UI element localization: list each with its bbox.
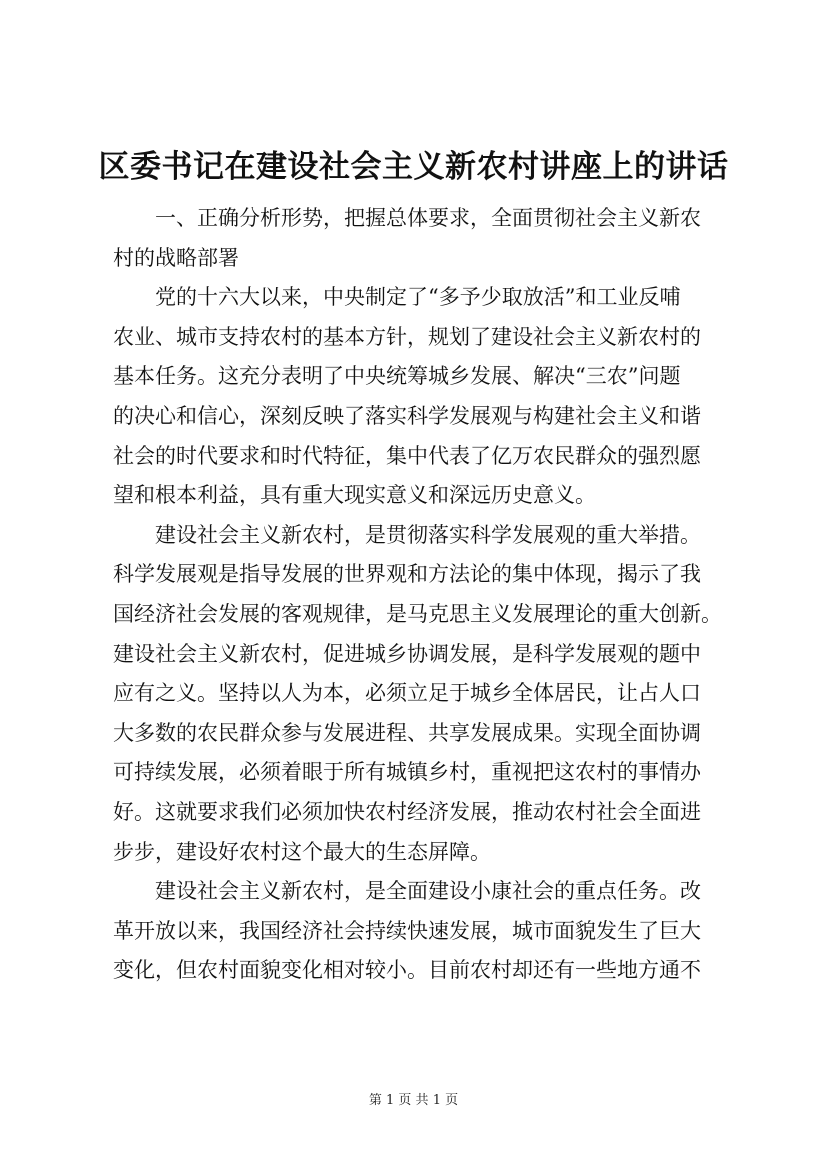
paragraph-2-line-1: 建设社会主义新农村，是贯彻落实科学发展观的重大举措。: [155, 522, 701, 547]
paragraph-1-line-5: 社会的时代要求和时代特征，集中代表了亿万农民群众的强烈愿: [113, 443, 701, 468]
paragraph-3-line-1: 建设社会主义新农村，是全面建设小康社会的重点任务。改: [155, 879, 701, 904]
document-title: 区委书记在建设社会主义新农村讲座上的讲话: [98, 149, 729, 185]
paragraph-2-line-9: 步步，建设好农村这个最大的生态屏障。: [113, 839, 491, 864]
paragraph-1-line-2: 农业、城市支持农村的基本方针，规划了建设社会主义新农村的: [113, 324, 701, 349]
paragraph-2-line-5: 应有之义。坚持以人为本，必须立足于城乡全体居民，让占人口: [113, 681, 701, 706]
paragraph-2-line-3: 国经济社会发展的客观规律，是马克思主义发展理论的重大创新。: [113, 601, 722, 626]
paragraph-3-line-3: 变化，但农村面貌变化相对较小。目前农村却还有一些地方通不: [113, 958, 701, 983]
paragraph-1-line-3: 基本任务。这充分表明了中央统筹城乡发展、解决“三农”问题: [113, 364, 681, 389]
paragraph-2-line-7: 可持续发展，必须着眼于所有城镇乡村，重视把这农村的事情办: [113, 760, 701, 785]
paragraph-2: [113, 516, 725, 872]
paragraph-1: [113, 278, 725, 516]
paragraph-1-line-1: 党的十六大以来，中央制定了“多予少取放活”和工业反哺: [155, 285, 681, 310]
paragraph-2-line-2: 科学发展观是指导发展的世界观和方法论的集中体现，揭示了我: [113, 562, 701, 587]
paragraph-1-line-4: 的决心和信心，深刻反映了落实科学发展观与构建社会主义和谐: [113, 403, 701, 428]
paragraph-2-line-4: 建设社会主义新农村，促进城乡协调发展，是科学发展观的题中: [113, 641, 701, 666]
page-footer: 第 1 页 共 1 页: [368, 1093, 459, 1108]
section-heading-line-1: 一、正确分析形势，把握总体要求，全面贯彻社会主义新农: [155, 206, 701, 230]
document-body: [113, 199, 725, 991]
paragraph-2-line-8: 好。这就要求我们必须加快农村经济发展，推动农村社会全面进: [113, 799, 701, 824]
paragraph-1-line-6: 望和根本利益，具有重大现实意义和深远历史意义。: [113, 483, 596, 508]
paragraph-3: [113, 872, 725, 991]
section-heading: [113, 199, 725, 278]
paragraph-2-line-6: 大多数的农民群众参与发展进程、共享发展成果。实现全面协调: [113, 720, 701, 745]
paragraph-3-line-2: 革开放以来，我国经济社会持续快速发展，城市面貌发生了巨大: [113, 918, 701, 943]
section-heading-line-2: 村的战略部署: [113, 245, 239, 270]
